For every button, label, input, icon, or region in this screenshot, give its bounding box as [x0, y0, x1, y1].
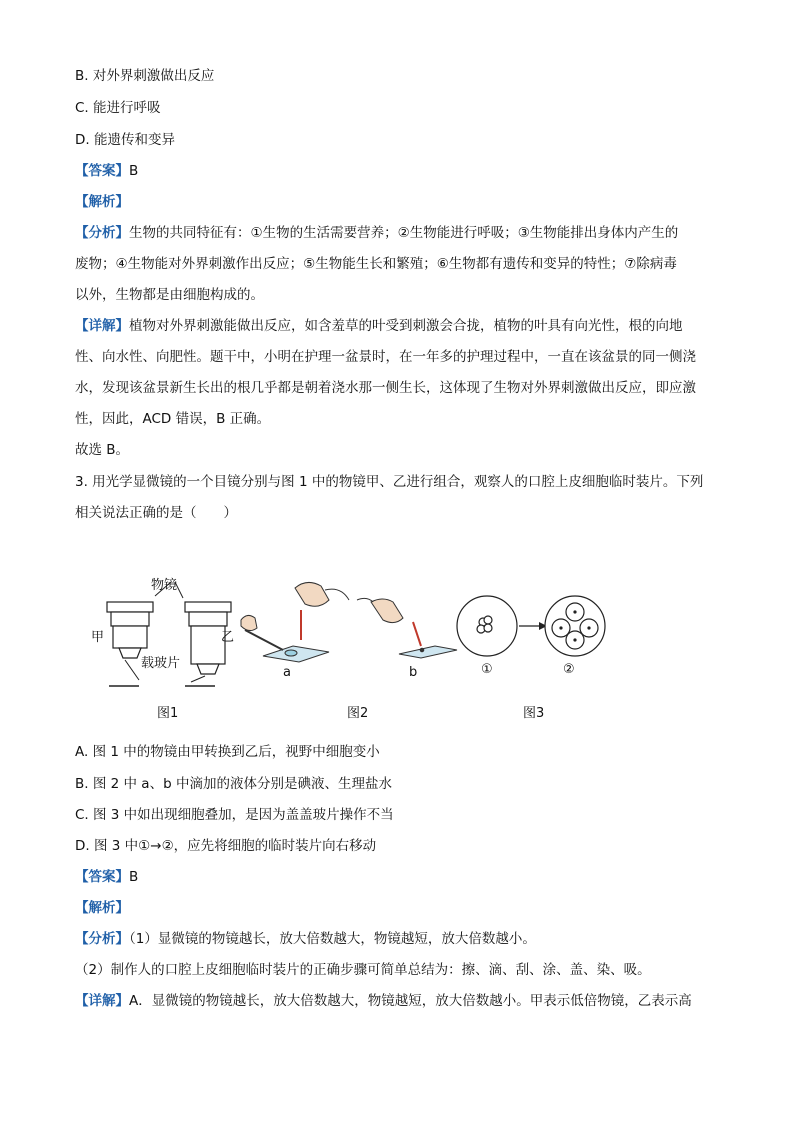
detail-2-line-1: [75, 991, 692, 1011]
option-b-prev: B. 对外界刺激做出反应: [75, 68, 215, 84]
fig1-caption: 图1: [157, 706, 179, 721]
pointer-line: [125, 660, 139, 680]
detail-1-line-2: 性、向水性、向肥性。题干中，小明在护理一盆景时，在一年多的护理过程中，一直在该盆景的同一侧浇: [75, 349, 696, 365]
objective-label: 物镜: [151, 578, 178, 593]
question-3-line-2: 相关说法正确的是（ ）: [75, 505, 237, 521]
fig2-caption: 图2: [347, 706, 369, 721]
answer-2: [75, 867, 138, 887]
answer-value: B: [129, 869, 139, 885]
fig2-a-label: a: [283, 665, 291, 680]
fig3-circle-2-label: ②: [563, 662, 575, 677]
fig2-b: [357, 598, 457, 658]
conclusion-1: 故选 B。: [75, 442, 130, 458]
option-a: A. 图 1 中的物镜由甲转换到乙后，视野中细胞变小: [75, 744, 380, 760]
detail-tag: 【详解】: [75, 993, 129, 1009]
option-b: B. 图 2 中 a、b 中滴加的液体分别是碘液、生理盐水: [75, 776, 392, 792]
analysis-1-line-2: 废物；④生物能对外界刺激作出反应；⑤生物能生长和繁殖；⑥生物都有遗传和变异的特性；⑦除病毒: [75, 256, 677, 272]
analysis-text: 生物的共同特征有：①生物的生活需要营养；②生物能进行呼吸；③生物能排出身体内产生的: [129, 225, 679, 241]
detail-1-line-3: 水，发现该盆景新生长出的根几乎都是朝着浇水那一侧生长，这体现了生物对外界刺激做出反应，即应激: [75, 380, 696, 396]
detail-text: 植物对外界刺激能做出反应，如含羞草的叶受到刺激会合拢，植物的叶具有向光性，根的向地: [129, 318, 683, 334]
analysis-1-line-3: 以外，生物都是由细胞构成的。: [75, 287, 264, 303]
option-d: D. 图 3 中①→②，应先将细胞的临时装片向右移动: [75, 838, 377, 854]
analysis-1-line-1: [75, 223, 678, 243]
detail-text: A．显微镜的物镜越长，放大倍数越大，物镜越短，放大倍数越小。甲表示低倍物镜，乙表示高: [129, 993, 692, 1009]
option-c-prev: C. 能进行呼吸: [75, 100, 161, 116]
analysis-text: （1）显微镜的物镜越长，放大倍数越大，物镜越短，放大倍数越小。: [129, 931, 536, 947]
analysis-tag: 【分析】: [75, 225, 129, 241]
fig3-circle-1-label: ①: [481, 662, 493, 677]
fig2-a: [241, 582, 349, 662]
analysis-2-line-1: [75, 929, 536, 949]
fig2-b-label: b: [409, 665, 418, 680]
analysis-2-line-2: （2）制作人的口腔上皮细胞临时装片的正确步骤可简单总结为：擦、滴、刮、涂、盖、染、吸。: [75, 962, 651, 978]
fig3-view-2: [545, 596, 605, 656]
detail-1-line-4: 性，因此，ACD 错误，B 正确。: [75, 411, 271, 427]
answer-tag: 【答案】: [75, 869, 129, 885]
jiexi-1: [75, 192, 129, 212]
yi-label: 乙: [221, 630, 235, 645]
detail-tag: 【详解】: [75, 318, 129, 334]
fig3-caption: 图3: [523, 706, 545, 721]
fig3-view-1: [457, 596, 517, 656]
jiexi-tag: 【解析】: [75, 194, 129, 210]
option-c: C. 图 3 中如出现细胞叠加，是因为盖盖玻片操作不当: [75, 807, 394, 823]
question-3-line-1: 3. 用光学显微镜的一个目镜分别与图 1 中的物镜甲、乙进行组合，观察人的口腔上皮细胞临时装片。下列: [75, 474, 704, 490]
answer-1: [75, 161, 138, 181]
objective-jia: [107, 602, 153, 658]
jia-label: 甲: [91, 630, 105, 645]
detail-1-line-1: [75, 316, 683, 336]
jiexi-2: [75, 898, 129, 918]
answer-value: B: [129, 163, 139, 179]
option-d-prev: D. 能遗传和变异: [75, 132, 175, 148]
slide-label: 载玻片: [141, 656, 181, 671]
analysis-tag: 【分析】: [75, 931, 129, 947]
pointer-line: [191, 676, 205, 682]
answer-tag: 【答案】: [75, 163, 129, 179]
jiexi-tag: 【解析】: [75, 900, 129, 916]
figures-svg: [95, 570, 715, 720]
question-3-figures: [91, 570, 715, 721]
